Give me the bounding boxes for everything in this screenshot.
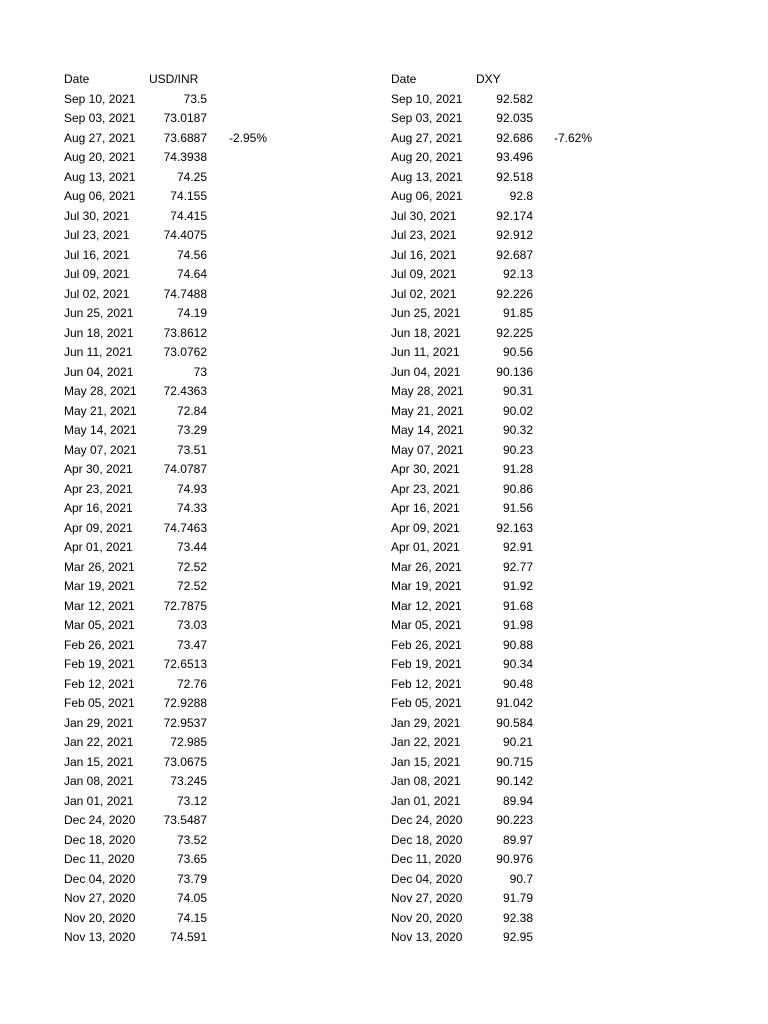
value-cell: 74.591 [170,930,207,944]
value-cell: 73.6887 [163,130,207,145]
value-cell: 74.4075 [163,228,207,242]
date-cell: Mar 12, 2021 [391,598,462,613]
date-cell: Jul 09, 2021 [64,267,130,281]
date-cell: Feb 12, 2021 [64,676,135,691]
date-cell: Jun 18, 2021 [64,325,134,340]
value-cell: 90.31 [502,384,533,398]
value-cell: 74.155 [170,189,207,203]
usd-inr-header: USD/INR [149,72,199,86]
value-cell: 74.15 [176,910,207,925]
value-cell: 92.8 [509,189,533,203]
date-cell: Aug 13, 2021 [391,169,463,184]
date-cell: Jul 23, 2021 [391,228,457,242]
value-cell: 72.52 [176,579,207,593]
value-cell: 92.035 [496,111,533,125]
value-cell: 72.76 [176,676,207,691]
date-cell: Jul 02, 2021 [391,286,457,301]
date-cell: Dec 24, 2020 [64,813,136,827]
value-cell: 90.23 [502,442,533,457]
date-cell: Nov 20, 2020 [64,910,136,925]
date-cell: Jul 30, 2021 [64,208,130,223]
value-cell: 91.79 [502,891,533,905]
date-cell: Feb 26, 2021 [64,637,135,652]
date-cell: Feb 19, 2021 [64,657,135,671]
date-cell: Apr 16, 2021 [64,501,133,515]
date-cell: Aug 20, 2021 [391,150,463,164]
date-cell: Feb 12, 2021 [391,676,462,691]
date-cell: May 21, 2021 [391,403,464,418]
value-cell: 74.7488 [163,286,207,301]
date-cell: Feb 05, 2021 [64,696,135,710]
value-cell: 90.715 [496,754,533,769]
value-cell: 92.163 [496,520,533,535]
value-cell: 92.77 [502,559,533,574]
value-cell: 92.226 [496,286,533,301]
date-cell: Jul 23, 2021 [64,228,130,242]
date-cell: Apr 16, 2021 [391,501,460,515]
value-cell: 90.32 [502,423,533,437]
date-cell: Jan 08, 2021 [64,774,134,788]
value-cell: 92.582 [496,91,533,106]
date-cell: Aug 13, 2021 [64,169,136,184]
date-cell: Jul 16, 2021 [64,247,130,262]
date-cell: Dec 11, 2020 [391,852,462,866]
date-cell: Jan 01, 2021 [391,793,461,808]
value-cell: 92.686 [496,130,533,145]
value-cell: 72.7875 [163,598,207,613]
value-cell: 73.79 [176,871,207,886]
value-cell: 73.8612 [163,325,207,340]
date-cell: Jul 30, 2021 [391,208,457,223]
date-cell: May 28, 2021 [64,384,137,398]
date-cell: Jan 01, 2021 [64,793,134,808]
date-cell: Aug 06, 2021 [64,189,136,203]
value-cell: 72.9288 [163,696,207,710]
date-cell: Jun 11, 2021 [64,345,133,359]
value-cell: 73.245 [170,774,207,788]
date-cell: Jan 15, 2021 [391,754,461,769]
date-cell: Aug 06, 2021 [391,189,463,203]
date-cell: Dec 11, 2020 [64,852,135,866]
value-cell: 93.496 [496,150,533,164]
value-cell: 89.94 [502,793,533,808]
date-cell: Jan 29, 2021 [64,715,134,730]
date-cell: Nov 13, 2020 [391,930,463,944]
value-cell: 89.97 [502,832,533,847]
value-cell: 73.5487 [163,813,207,827]
date-cell: Apr 09, 2021 [391,520,460,535]
value-cell: 90.136 [496,364,533,379]
date-cell: Apr 30, 2021 [391,462,460,476]
value-cell: 92.38 [502,910,533,925]
date-cell: Jul 02, 2021 [64,286,130,301]
date-cell: Jul 16, 2021 [391,247,457,262]
date-cell: Jun 04, 2021 [391,364,461,379]
value-cell: 90.48 [502,676,533,691]
value-cell: 74.19 [176,306,207,320]
dxy-header: DXY [476,72,501,86]
date-cell: Jun 25, 2021 [391,306,461,320]
value-cell: 74.64 [176,267,207,281]
value-cell: 74.0787 [163,462,207,476]
value-cell: 90.976 [496,852,533,866]
value-cell: 73.47 [176,637,207,652]
date-cell: May 07, 2021 [64,442,137,457]
date-cell: Feb 26, 2021 [391,637,462,652]
value-cell: 91.56 [502,501,533,515]
date-cell: May 28, 2021 [391,384,464,398]
value-cell: 72.4363 [163,384,207,398]
value-cell: 92.687 [496,247,533,262]
date-cell: Apr 23, 2021 [64,481,133,496]
value-cell: 74.56 [176,247,207,262]
value-cell: 73.51 [176,442,207,457]
date-cell: May 14, 2021 [391,423,464,437]
date-cell: Feb 19, 2021 [391,657,462,671]
value-cell: 72.9537 [163,715,207,730]
date-cell: Sep 03, 2021 [391,111,463,125]
date-cell: Feb 05, 2021 [391,696,462,710]
value-cell: 73.65 [176,852,207,866]
value-cell: 72.6513 [163,657,207,671]
value-cell: 90.223 [496,813,533,827]
percent-change-cell: -7.62% [554,130,593,145]
date-cell: Aug 27, 2021 [391,130,463,145]
date-cell: Nov 27, 2020 [64,891,136,905]
date-cell: Mar 05, 2021 [64,618,135,632]
date-cell: Sep 03, 2021 [64,111,136,125]
value-cell: 92.518 [496,169,533,184]
date-cell: Jan 22, 2021 [391,735,461,749]
date-cell: Sep 10, 2021 [64,91,136,106]
value-cell: 90.142 [496,774,533,788]
value-cell: 74.25 [176,169,207,184]
date-cell: Apr 30, 2021 [64,462,133,476]
value-cell: 90.7 [509,871,533,886]
value-cell: 73.0675 [163,754,207,769]
date-cell: Mar 26, 2021 [64,559,135,574]
value-cell: 74.33 [176,501,207,515]
date-cell: Jun 04, 2021 [64,364,134,379]
value-cell: 91.98 [502,618,533,632]
date-cell: May 07, 2021 [391,442,464,457]
value-cell: 73.29 [176,423,207,437]
date-cell: Nov 20, 2020 [391,910,463,925]
date-cell: Dec 24, 2020 [391,813,463,827]
date-cell: Aug 27, 2021 [64,130,136,145]
date-cell: Mar 19, 2021 [64,579,135,593]
date-cell: Sep 10, 2021 [391,91,463,106]
date-cell: Apr 01, 2021 [391,540,460,554]
date-cell: Nov 27, 2020 [391,891,463,905]
date-cell: Apr 09, 2021 [64,520,133,535]
value-cell: 91.042 [496,696,533,710]
value-cell: 74.05 [176,891,207,905]
value-cell: 74.415 [170,208,207,223]
date-cell: Jan 22, 2021 [64,735,134,749]
value-cell: 91.92 [502,579,533,593]
value-cell: 90.56 [502,345,533,359]
date-cell: Mar 26, 2021 [391,559,462,574]
date-cell: Dec 18, 2020 [391,832,463,847]
date-cell: Dec 18, 2020 [64,832,136,847]
value-cell: 73.0187 [163,111,207,125]
value-cell: 90.34 [502,657,533,671]
value-cell: 91.68 [502,598,533,613]
date-cell: Jan 15, 2021 [64,754,134,769]
date-cell: Jun 11, 2021 [391,345,460,359]
value-cell: 73.0762 [163,345,207,359]
value-cell: 73.5 [183,91,207,106]
date-cell: Jan 29, 2021 [391,715,461,730]
date-header: Date [64,72,90,86]
value-cell: 72.52 [176,559,207,574]
date-cell: Jan 08, 2021 [391,774,461,788]
value-cell: 73.03 [176,618,207,632]
date-cell: Apr 23, 2021 [391,481,460,496]
date-cell: Mar 19, 2021 [391,579,462,593]
value-cell: 73.12 [176,793,207,808]
date-cell: Nov 13, 2020 [64,930,136,944]
value-cell: 74.93 [176,481,207,496]
date-cell: Aug 20, 2021 [64,150,136,164]
date-cell: Jun 18, 2021 [391,325,461,340]
value-cell: 72.985 [170,735,207,749]
value-cell: 92.95 [502,930,533,944]
value-cell: 74.7463 [163,520,207,535]
date-cell: May 21, 2021 [64,403,137,418]
value-cell: 73 [193,364,207,379]
date-cell: Jul 09, 2021 [391,267,457,281]
date-header: Date [391,72,417,86]
value-cell: 73.44 [176,540,207,554]
percent-change-cell: -2.95% [229,130,268,145]
value-cell: 90.86 [502,481,533,496]
value-cell: 72.84 [176,403,207,418]
value-cell: 92.13 [502,267,533,281]
date-cell: May 14, 2021 [64,423,137,437]
value-cell: 91.85 [502,306,533,320]
value-cell: 92.91 [502,540,533,554]
value-cell: 92.225 [496,325,533,340]
date-cell: Apr 01, 2021 [64,540,133,554]
value-cell: 90.02 [502,403,533,418]
value-cell: 73.52 [176,832,207,847]
value-cell: 74.3938 [163,150,207,164]
date-cell: Mar 05, 2021 [391,618,462,632]
value-cell: 90.584 [496,715,533,730]
date-cell: Dec 04, 2020 [391,871,463,886]
value-cell: 92.912 [496,228,533,242]
date-cell: Jun 25, 2021 [64,306,134,320]
value-cell: 90.88 [502,637,533,652]
value-cell: 92.174 [496,208,533,223]
value-cell: 90.21 [502,735,533,749]
value-cell: 91.28 [502,462,533,476]
date-cell: Dec 04, 2020 [64,871,136,886]
date-cell: Mar 12, 2021 [64,598,135,613]
